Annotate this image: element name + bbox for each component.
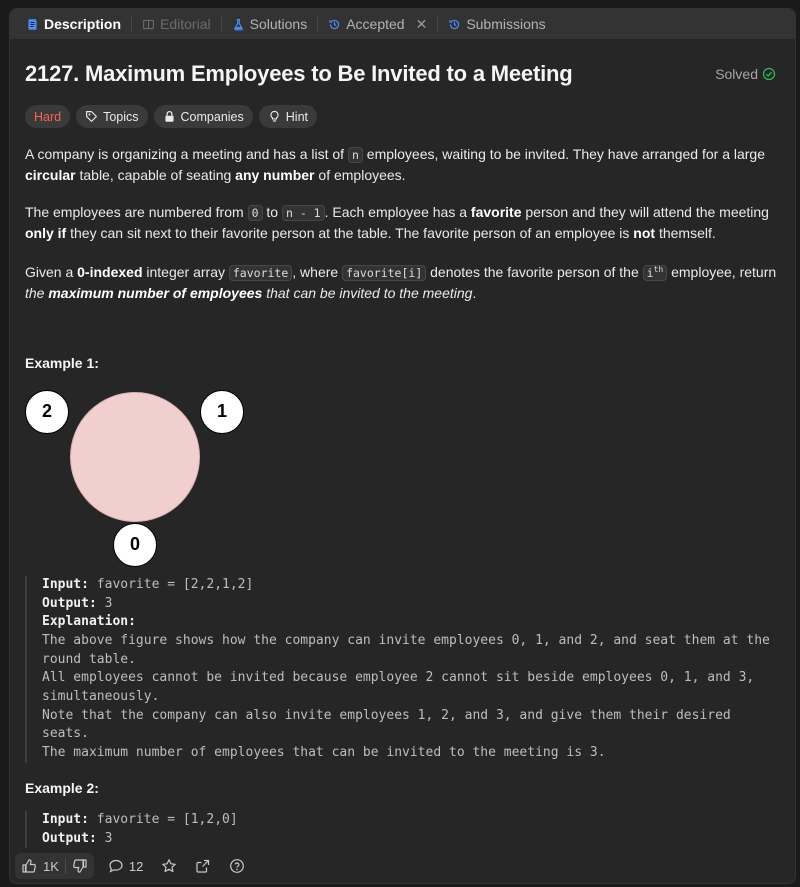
tag-row [25, 105, 780, 128]
example-1-figure [25, 387, 265, 567]
divider [65, 858, 66, 874]
tab-submissions-label: Submissions [466, 16, 546, 32]
inline-code: n - 1 [282, 205, 325, 221]
help-button[interactable] [229, 858, 245, 874]
problem-title[interactable]: 2127. Maximum Employees to Be Invited to a Meeting [25, 61, 573, 86]
tab-accepted-label: Accepted [346, 16, 405, 32]
inline-code: favorite[i] [342, 265, 426, 281]
comment-count: 12 [128, 858, 144, 874]
history-icon [448, 18, 461, 31]
tab-editorial-label: Editorial [160, 16, 211, 32]
companies-label: Companies [180, 109, 244, 124]
lock-icon [163, 110, 176, 123]
like-count[interactable]: 1K [43, 858, 59, 874]
tab-divider [221, 17, 222, 31]
star-icon [161, 858, 177, 874]
share-icon [195, 858, 211, 874]
problem-content [10, 61, 795, 848]
thumbs-up-icon[interactable] [21, 858, 37, 874]
comments-button[interactable] [108, 858, 143, 874]
difficulty-badge [25, 105, 70, 128]
inline-code: favorite [229, 265, 292, 281]
solved-label: Solved [715, 66, 758, 82]
book-icon [142, 18, 155, 31]
question-circle-icon [229, 858, 245, 874]
description-paragraph: The employees are numbered from 0 to n - 1 . Each employee has a favorite person and they will attend the meeting only if they can sit next to their favorite person at the table. The favorite person of an employee is not themself. [25, 204, 769, 241]
inline-code: n [348, 147, 363, 163]
tab-divider [131, 17, 132, 31]
companies-button[interactable] [154, 105, 253, 128]
check-circle-icon [762, 67, 776, 81]
tab-accepted[interactable] [324, 16, 431, 33]
example-1-explanation: The above figure shows how the company can invite employees 0, 1, and 2, and seat them at the round table. All employees cannot be invited because employee 2 cannot sit beside employees 0, 1, and 3, simultaneously. Note that the company can also invite employees 1, 2, and 3, and give them their desired seats. The maximum number of employees that can be invited to the meeting is 3. [42, 632, 770, 761]
close-icon[interactable]: ✕ [415, 15, 428, 32]
like-dislike-group [15, 853, 94, 879]
tab-description[interactable] [22, 16, 125, 32]
tab-divider [317, 17, 318, 31]
share-button[interactable] [195, 858, 211, 874]
topics-button[interactable] [76, 105, 147, 128]
example-2-block: Input: favorite = [1,2,0] Output: 3 [25, 811, 780, 848]
round-table [70, 392, 200, 522]
example-1-block: Input: favorite = [2,2,1,2] Output: 3 Explanation: The above figure shows how the company can invite employees 0, 1, and 2, and seat them at the round table. All employees cannot be invited because employee 2 cannot sit beside employees 0, 1, and 3, simultaneously. Note that the company can also invite employees 1, 2, and 3, and give them their desired seats. The maximum number of employees that can be invited to the meeting is 3. [25, 576, 780, 763]
employee-node: 1 [200, 390, 244, 434]
hint-button[interactable] [259, 105, 317, 128]
tab-submissions[interactable] [444, 16, 549, 32]
thumbs-down-icon[interactable] [72, 858, 88, 874]
comment-icon [108, 858, 124, 874]
description-icon [26, 18, 39, 31]
inline-code: $i^{th}$ [643, 265, 668, 281]
employee-node: 0 [113, 523, 157, 567]
tab-editorial[interactable] [138, 16, 215, 32]
flask-icon [232, 18, 245, 31]
tab-bar [10, 9, 795, 39]
bottom-action-bar [10, 849, 795, 883]
inline-code: 0 [248, 205, 263, 221]
problem-panel [9, 8, 796, 884]
lightbulb-icon [268, 110, 281, 123]
tab-divider [437, 17, 438, 31]
title-row [25, 61, 780, 87]
description-paragraph: Given a 0-indexed integer array favorite , where favorite[i] denotes the favorite person of the $i^{th}$ employee, return the maximum number of employees that can be invited to the meeting. [25, 263, 777, 301]
difficulty-label: Hard [34, 109, 62, 124]
solved-status [715, 66, 776, 82]
tab-solutions[interactable] [228, 16, 312, 32]
tab-solutions-label: Solutions [249, 16, 308, 32]
tab-description-label: Description [44, 16, 122, 32]
tag-icon [85, 110, 98, 123]
example-2-heading: Example 2: [25, 779, 99, 796]
topics-label: Topics [103, 109, 139, 124]
favorite-button[interactable] [161, 858, 177, 874]
description-paragraph: A company is organizing a meeting and has a list of n employees, waiting to be invited. They have arranged for a large circular table, capable of seating any number of employees. [25, 146, 765, 183]
example-1-heading: Example 1: [25, 354, 99, 371]
employee-node: 2 [25, 390, 69, 434]
hint-label: Hint [285, 109, 308, 124]
history-icon [328, 18, 341, 31]
